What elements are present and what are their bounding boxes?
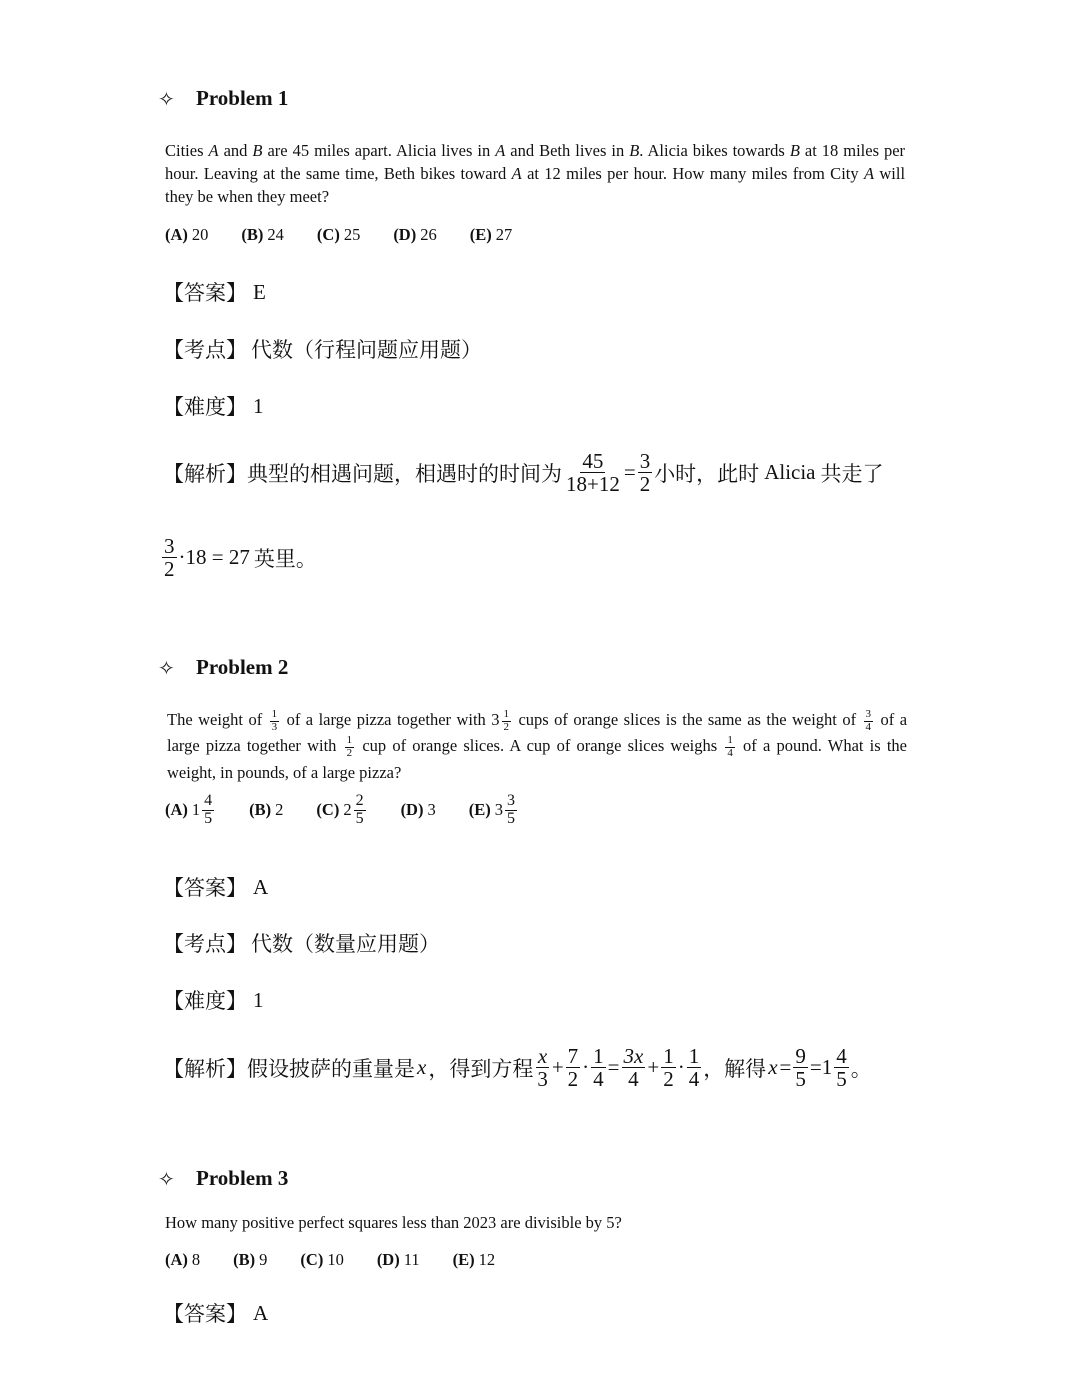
choice-c: (C) 2 $\frac{2}{5}$ <box>316 792 364 827</box>
problem-1-title <box>158 86 288 111</box>
choice-a: (A) 8 <box>165 1250 201 1269</box>
problem-2-title-text: Problem 2 <box>196 655 289 679</box>
problem-1-choices <box>165 225 545 245</box>
problem-1-title-text: Problem 1 <box>196 86 289 110</box>
problem-2-title <box>158 655 288 680</box>
problem-1-analysis-cont: $\frac{3}{2}$ ·18 = 27 英里。 <box>164 534 317 582</box>
choice-b: (B) 24 <box>241 225 284 244</box>
problem-1-answer: 【答案】 E <box>163 279 266 305</box>
fraction: $\frac{45}{18+12}$ <box>566 449 620 497</box>
problem-2-choices <box>165 793 552 828</box>
problem-2-answer: 【答案】 A <box>163 874 269 900</box>
problem-3-title <box>158 1166 288 1191</box>
problem-2-analysis: 【解析】 假设披萨的重量是 x ，得到方程 $\frac{x}{3}$ + $\frac{7}{2}$ · $\frac{1}{4}$ = $\frac{3x}{4}$ + $\frac{1}{2}$ · $\frac{1}{4}$ ，解得 x = $\frac{9}{5}$ = 1 $\frac{4}{5}$ 。 <box>163 1044 872 1092</box>
choice-c: (C) 25 <box>316 225 361 244</box>
choice-e: (E) 12 <box>452 1250 496 1269</box>
problem-3-answer: 【答案】 A <box>163 1300 269 1326</box>
choice-d: (D) 3 <box>400 800 436 820</box>
four-pointed-star-icon: ✧ <box>158 655 175 680</box>
problem-3-title-text: Problem 3 <box>196 1166 289 1190</box>
problem-2-difficulty: 【难度】 1 <box>163 987 264 1013</box>
choice-c: (C) 10 <box>300 1250 344 1269</box>
choice-a: (A) 1 $\frac{4}{5}$ <box>165 792 213 827</box>
problem-3-question: How many positive perfect squares less than 2023 are divisible by 5? <box>165 1213 622 1232</box>
choice-d: (D) 26 <box>393 225 437 244</box>
choice-e: (E) 27 <box>469 225 513 244</box>
fraction: $\frac{3}{2}$ <box>164 534 175 582</box>
four-pointed-star-icon: ✧ <box>158 86 175 111</box>
choice-a: (A) 20 <box>165 225 209 244</box>
four-pointed-star-icon: ✧ <box>158 1166 175 1191</box>
problem-1-difficulty: 【难度】 1 <box>163 393 264 419</box>
problem-3-choices <box>165 1250 528 1270</box>
fraction: $\frac{3}{2}$ <box>639 449 651 497</box>
choice-d: (D) 11 <box>376 1250 420 1269</box>
problem-2-topic: 【考点】 代数（数量应用题） <box>163 932 440 956</box>
choice-b: (B) 9 <box>233 1250 268 1269</box>
problem-1-question: Cities A and B are 45 miles apart. Alicia lives in A and Beth lives in B. Alicia bikes towards B at 18 miles per hour. Leaving at the same time, Beth bikes toward A at 12 miles per hour. How many miles from City A will they be when they meet? <box>165 141 906 206</box>
problem-2-question: The weight of $\frac{1}{3}$ of a large pizza together with 3 $\frac{1}{2}$ cups of orange slices is the same as the weight of $\frac{3}{4}$ of a large pizza together with $\frac{1}{2}$ cup of orange slices. A cup of orange slices weighs $\frac{1}{4}$ of a pound. What is the weight, in pounds, of a large pizza? <box>167 708 908 782</box>
choice-b: (B) 2 <box>249 800 284 820</box>
problem-1-analysis: 【解析】 典型的相遇问题，相遇时的时间为 $\frac{45}{18+12}$ = $\frac{3}{2}$ 小时，此时 Alicia 共走了 <box>163 449 884 497</box>
problem-1-topic: 【考点】 代数（行程问题应用题） <box>163 338 482 362</box>
choice-e: (E) 3 $\frac{3}{5}$ <box>468 792 515 827</box>
